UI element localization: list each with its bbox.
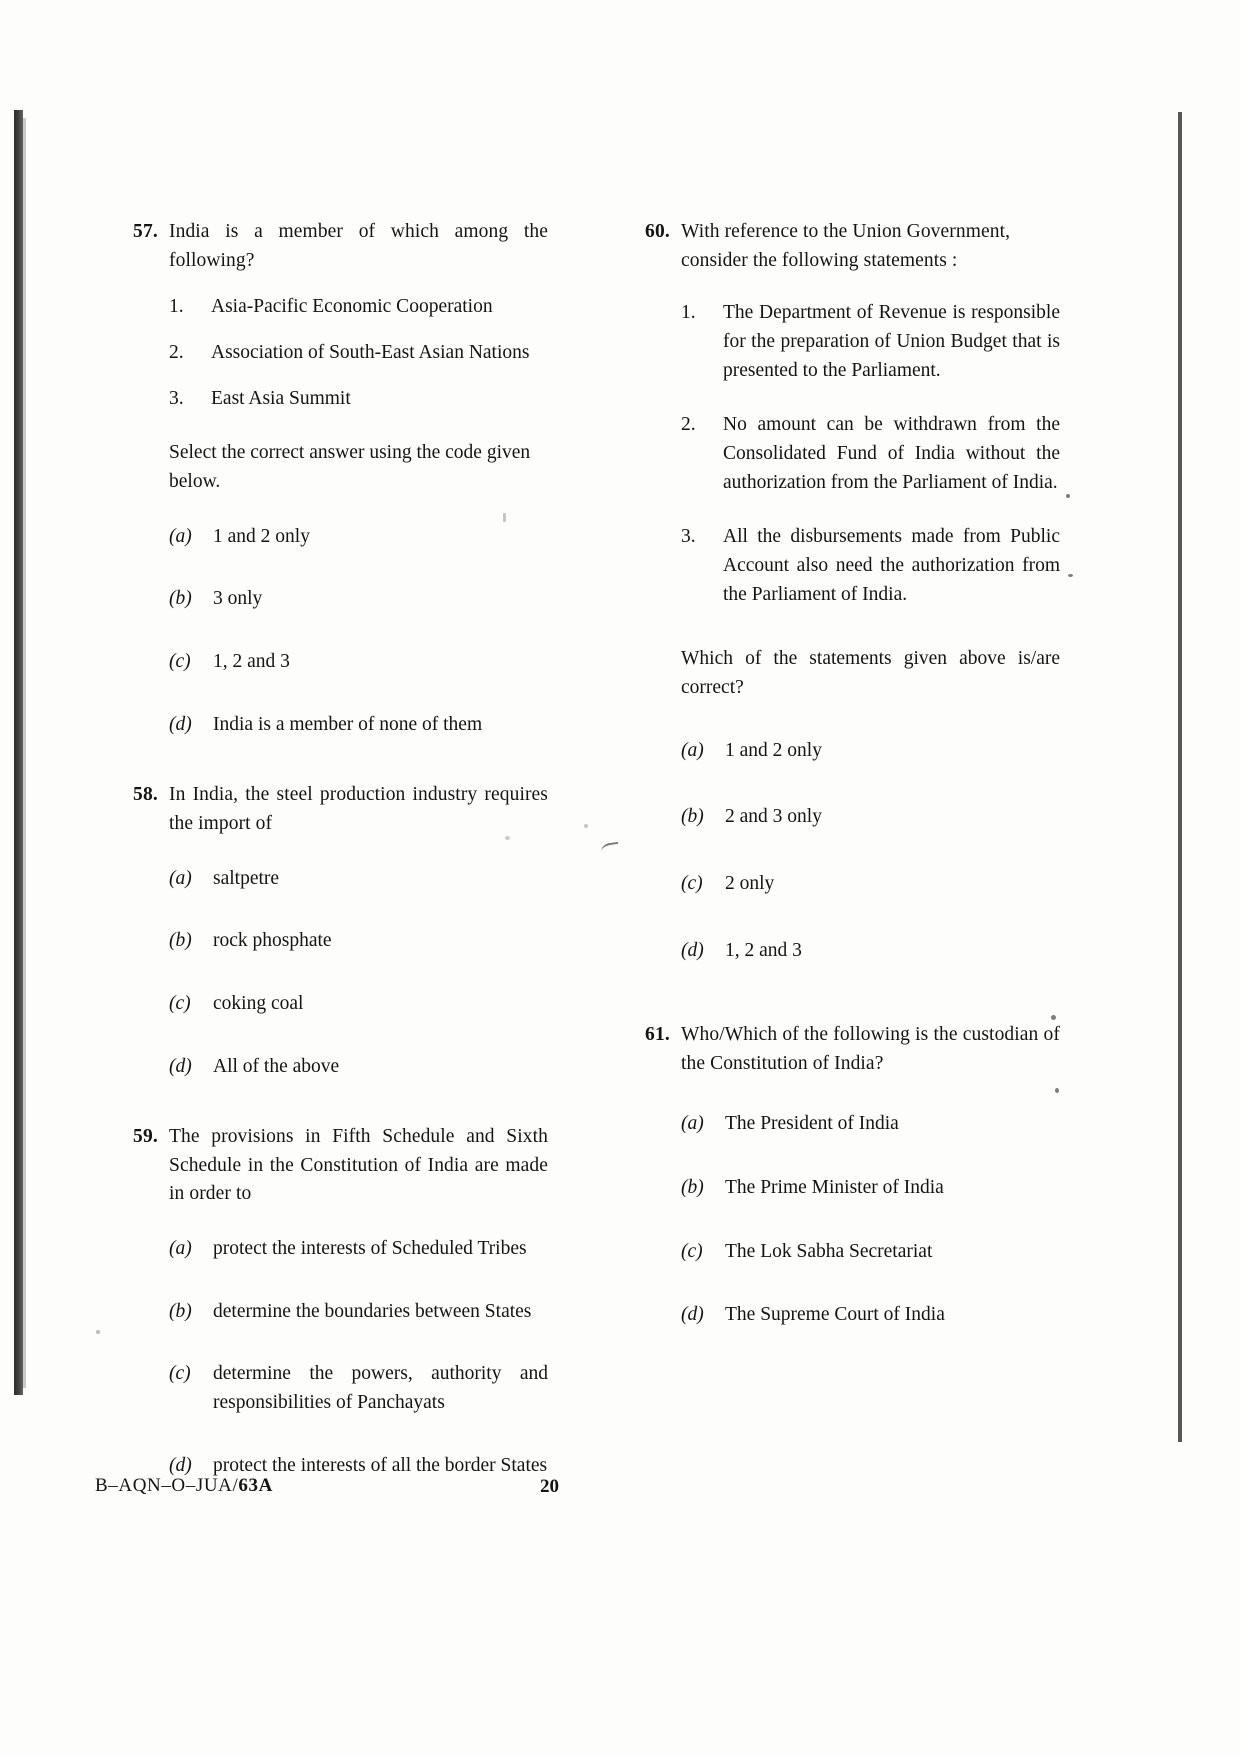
statement-text: The Department of Revenue is responsible for the preparation of Union Budget that is presented to the Parliament. [723, 302, 1060, 381]
option-label: (d) [169, 1454, 192, 1476]
option-d[interactable] [630, 937, 1060, 966]
option-c[interactable] [630, 870, 1060, 899]
option-label: (b) [169, 1300, 192, 1322]
option-text: India is a member of none of them [213, 713, 483, 735]
question-number: 60. [645, 221, 670, 242]
statement-marker: 1. [169, 296, 184, 318]
statement-marker: 3. [169, 387, 184, 409]
option-label: (a) [681, 739, 704, 761]
question-text: India is a member of which among the following? [169, 221, 548, 271]
option-list [118, 865, 548, 1082]
question-number: 61. [645, 1024, 670, 1046]
statement-text: East Asia Summit [211, 387, 351, 409]
question-text: With reference to the Union Government, consider the following statements : [681, 221, 1011, 271]
question-heading [118, 1123, 548, 1209]
statement-text: Asia-Pacific Economic Cooperation [211, 296, 493, 318]
option-text: 1, 2 and 3 [213, 650, 290, 672]
option-label: (c) [169, 1363, 191, 1385]
statement-marker: 2. [169, 341, 184, 363]
question-text: Who/Which of the following is the custodian of the Constitution of India? [681, 1024, 1060, 1074]
option-text: determine the powers, authority and responsibilities of Panchayats [213, 1363, 548, 1414]
question-57 [118, 218, 548, 739]
option-d[interactable] [118, 1053, 548, 1082]
option-text: 2 only [725, 872, 775, 894]
option-label: (d) [681, 1304, 704, 1326]
option-text: coking coal [213, 992, 304, 1014]
option-text: rock phosphate [213, 930, 332, 952]
statement-text: No amount can be withdrawn from the Consolidated Fund of India without the authorization from the Parliament of India. [723, 414, 1060, 493]
statement-item [118, 385, 548, 414]
option-c[interactable] [118, 990, 548, 1019]
option-text: The President of India [725, 1113, 899, 1135]
option-label: (a) [169, 867, 192, 889]
question-number: 59. [133, 1126, 158, 1148]
question-58 [118, 781, 548, 1081]
left-column [118, 218, 548, 1514]
option-label: (d) [169, 1055, 192, 1077]
option-text: protect the interests of all the border States [213, 1454, 548, 1476]
option-list [630, 737, 1060, 966]
option-label: (b) [169, 930, 192, 952]
question-59 [118, 1123, 548, 1480]
option-label: (c) [169, 992, 191, 1014]
statement-item [118, 339, 548, 368]
question-instruction: Which of the statements given above is/are correct? [681, 648, 1060, 698]
statement-marker: 3. [681, 526, 696, 548]
option-b[interactable] [118, 1298, 548, 1327]
paper-code [95, 1475, 273, 1497]
option-label: (c) [681, 872, 703, 894]
statement-marker: 2. [681, 414, 696, 436]
statement-item [630, 411, 1060, 497]
option-a[interactable] [630, 1110, 1060, 1139]
option-c[interactable] [118, 648, 548, 677]
option-label: (c) [681, 1240, 703, 1262]
option-label: (b) [681, 1177, 704, 1199]
question-instruction: Select the correct answer using the code given below. [169, 442, 531, 492]
option-b[interactable] [118, 927, 548, 956]
option-c[interactable] [118, 1360, 548, 1417]
option-text: The Lok Sabha Secretariat [725, 1240, 933, 1262]
option-label: (c) [169, 650, 191, 672]
statement-text: All the disbursements made from Public Account also need the authorization from the Parliament of India. [723, 526, 1060, 605]
option-text: 3 only [213, 588, 263, 610]
option-b[interactable] [630, 1174, 1060, 1203]
page-number: 20 [540, 1476, 559, 1497]
option-c[interactable] [630, 1238, 1060, 1267]
option-label: (d) [681, 939, 704, 961]
question-number: 57. [133, 221, 158, 242]
option-a[interactable] [630, 737, 1060, 766]
statement-marker: 1. [681, 302, 696, 324]
question-heading [630, 1021, 1060, 1078]
option-d[interactable] [118, 711, 548, 740]
option-text: determine the boundaries between States [213, 1300, 532, 1322]
option-text: The Prime Minister of India [725, 1177, 944, 1199]
statement-item [630, 299, 1060, 385]
option-list [630, 1110, 1060, 1330]
option-a[interactable] [118, 865, 548, 894]
paper-code-suffix: 63A [238, 1475, 273, 1496]
statement-list [630, 299, 1060, 609]
question-number: 58. [133, 784, 158, 806]
question-heading [118, 218, 548, 275]
question-heading [118, 781, 548, 838]
option-text: saltpetre [213, 867, 280, 889]
option-text: All of the above [213, 1055, 340, 1077]
statement-item [630, 523, 1060, 609]
option-d[interactable] [630, 1301, 1060, 1330]
option-text: 1 and 2 only [213, 525, 310, 547]
question-text: In India, the steel production industry requires the import of [169, 784, 548, 834]
question-61 [630, 1021, 1060, 1330]
paper-code-prefix: B–AQN–O–JUA/ [95, 1475, 239, 1496]
option-list [118, 523, 548, 740]
question-text: The provisions in Fifth Schedule and Sixth Schedule in the Constitution of India are made in order to [169, 1126, 548, 1205]
option-label: (a) [169, 1238, 192, 1260]
option-list [118, 1235, 548, 1480]
question-heading [630, 218, 1060, 275]
option-label: (a) [681, 1113, 704, 1135]
option-b[interactable] [630, 803, 1060, 832]
option-label: (b) [169, 588, 192, 610]
option-text: protect the interests of Scheduled Tribes [213, 1238, 527, 1260]
option-text: 1, 2 and 3 [725, 939, 802, 961]
statement-item [118, 293, 548, 322]
option-label: (a) [169, 525, 192, 547]
right-column [630, 218, 1060, 1364]
statement-list [118, 293, 548, 413]
option-a[interactable] [118, 1235, 548, 1264]
option-b[interactable] [118, 585, 548, 614]
option-text: 1 and 2 only [725, 739, 822, 761]
option-label: (d) [169, 713, 192, 735]
option-label: (b) [681, 806, 704, 828]
option-text: The Supreme Court of India [725, 1304, 945, 1326]
option-text: 2 and 3 only [725, 806, 822, 828]
option-a[interactable] [118, 523, 548, 552]
statement-text: Association of South-East Asian Nations [211, 341, 530, 363]
question-60 [630, 218, 1060, 965]
